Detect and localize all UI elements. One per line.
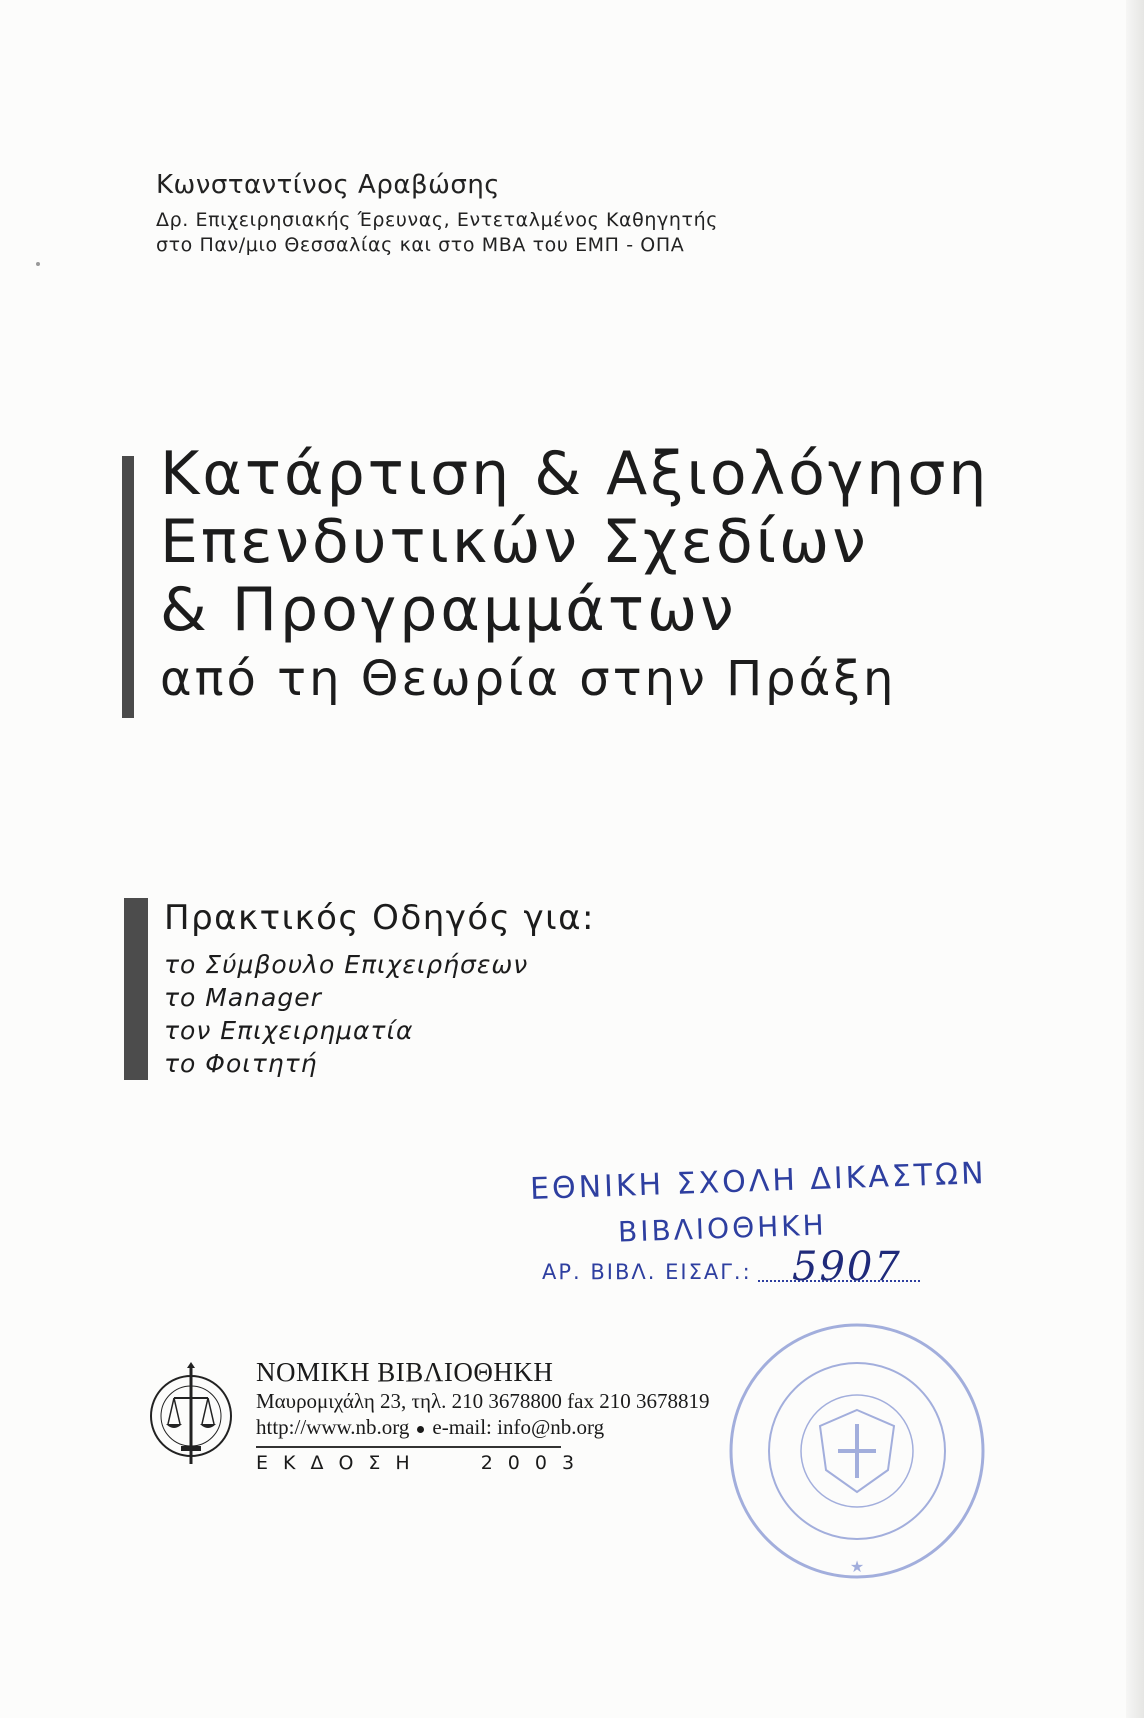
guide-audience-item: το Φοιτητή <box>164 1049 318 1078</box>
publisher-name: ΝΟΜΙΚΗ ΒΙΒΛΙΟΘΗΚΗ <box>256 1357 554 1387</box>
guide-heading: Πρακτικός Οδηγός για: <box>164 898 595 938</box>
imprint-divider <box>256 1446 561 1448</box>
publisher-website[interactable]: http://www.nb.org <box>256 1415 410 1439</box>
guide-block <box>164 896 595 1080</box>
guide-audience-item: το Σύμβουλο Επιχειρήσεων <box>164 950 529 979</box>
author-block <box>156 170 718 258</box>
author-name: Κωνσταντίνος Αραβώσης <box>156 170 501 200</box>
round-seal-icon <box>726 1320 988 1582</box>
guide-audience-item: τον Επιχειρηματία <box>164 1016 414 1045</box>
publisher-contact <box>256 1414 709 1440</box>
stamp-accession-label: ΑΡ. ΒΙΒΛ. ΕΙΣΑΓ.: <box>542 1260 752 1284</box>
title-line-3: & Προγραμμάτων <box>160 575 737 645</box>
page-edge-shadow <box>1126 0 1144 1718</box>
bullet-icon <box>417 1426 424 1433</box>
title-subtitle: από τη Θεωρία στην Πράξη <box>160 651 897 707</box>
publisher-imprint <box>256 1356 709 1474</box>
publisher-logo-scales-icon <box>146 1362 236 1470</box>
handwritten-accession-number: 5907 <box>792 1244 902 1290</box>
publisher-email[interactable]: e-mail: info@nb.org <box>432 1415 605 1439</box>
title-line-2: Επενδυτικών Σχεδίων <box>160 507 869 577</box>
stamp-institution: ΕΘΝΙΚΗ ΣΧΟΛΗ ΔΙΚΑΣΤΩΝ <box>529 1156 988 1207</box>
guide-accent-bar <box>124 898 148 1080</box>
author-credentials-line-2: στο Παν/μιο Θεσσαλίας και στο ΜΒΑ του ΕΜΠ - ΟΠΑ <box>156 234 685 256</box>
title-accent-bar <box>122 456 134 718</box>
svg-text:★: ★ <box>849 1557 865 1576</box>
stamp-library: ΒΙΒΛΙΟΘΗΚΗ <box>617 1208 828 1249</box>
guide-audience-item: το Manager <box>164 983 322 1012</box>
publisher-address: Μαυρομιχάλη 23, τηλ. 210 3678800 fax 210 3678819 <box>256 1389 710 1413</box>
edition-line <box>256 1452 709 1474</box>
edition-label: ΕΚΔΟΣΗ <box>256 1452 425 1474</box>
author-credentials-line-1: Δρ. Επιχειρησιακής Έρευνας, Εντεταλμένος Καθηγητής <box>156 209 718 231</box>
scan-speck <box>36 262 40 266</box>
book-title <box>160 440 989 708</box>
title-line-1: Κατάρτιση & Αξιολόγηση <box>160 439 990 509</box>
library-accession-stamp <box>529 1156 988 1304</box>
edition-year: 2003 <box>480 1452 590 1474</box>
